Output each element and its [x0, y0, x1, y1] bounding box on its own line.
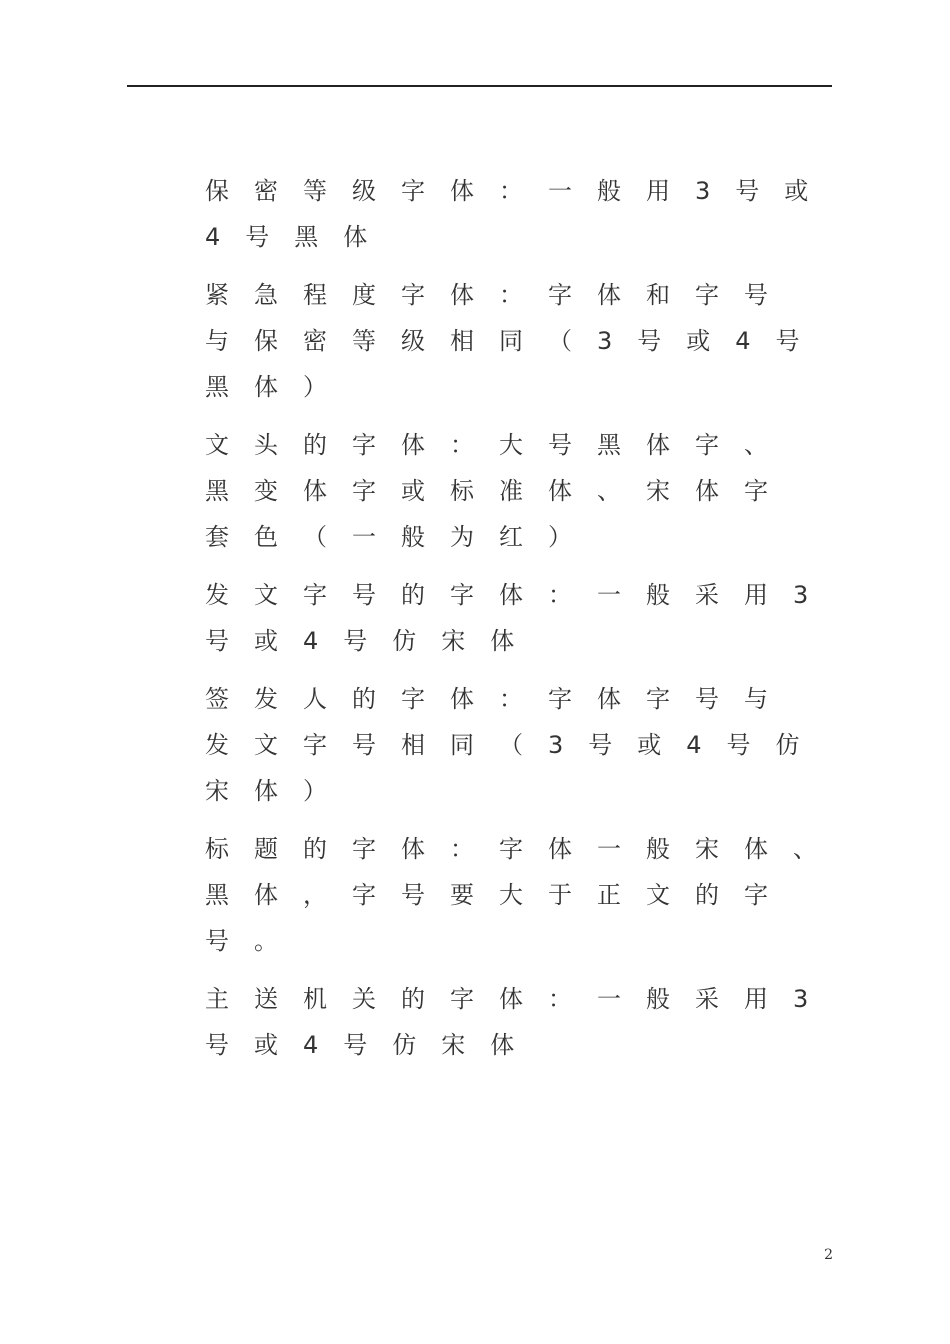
text-line: 签发人的字体：字体字号与 — [205, 685, 793, 713]
text-line: 发文字号相同（3号或4号仿 — [205, 731, 825, 759]
body-text — [205, 168, 845, 1080]
text-line: 与保密等级相同（3号或4号 — [205, 327, 825, 355]
text-line: 黑体，字号要大于正文的字 — [205, 881, 793, 909]
text-line: 号或4号仿宋体 — [205, 1031, 540, 1059]
paragraph-urgency-font — [205, 272, 845, 410]
text-line: 黑变体字或标准体、宋体字 — [205, 477, 793, 505]
text-line: 标题的字体：字体一般宋体、 — [205, 835, 842, 863]
text-line: 紧急程度字体：字体和字号 — [205, 281, 793, 309]
paragraph-signer-font — [205, 676, 845, 814]
paragraph-recipient-font — [205, 976, 845, 1068]
text-line: 套色（一般为红） — [205, 523, 597, 551]
page-number: 2 — [824, 1247, 833, 1263]
paragraph-header-font — [205, 422, 845, 560]
text-line: 宋体） — [205, 777, 352, 805]
header-rule — [127, 85, 832, 87]
text-line: 4号黑体 — [205, 223, 393, 251]
text-line: 文头的字体：大号黑体字、 — [205, 431, 793, 459]
paragraph-security-level-font — [205, 168, 845, 260]
text-line: 主送机关的字体：一般采用3 — [205, 985, 834, 1013]
text-line: 号或4号仿宋体 — [205, 627, 540, 655]
text-line: 号。 — [205, 927, 303, 955]
text-line: 发文字号的字体：一般采用3 — [205, 581, 834, 609]
paragraph-title-font — [205, 826, 845, 964]
text-line: 保密等级字体：一般用3号或 — [205, 177, 834, 205]
paragraph-document-number-font — [205, 572, 845, 664]
text-line: 黑体） — [205, 373, 352, 401]
